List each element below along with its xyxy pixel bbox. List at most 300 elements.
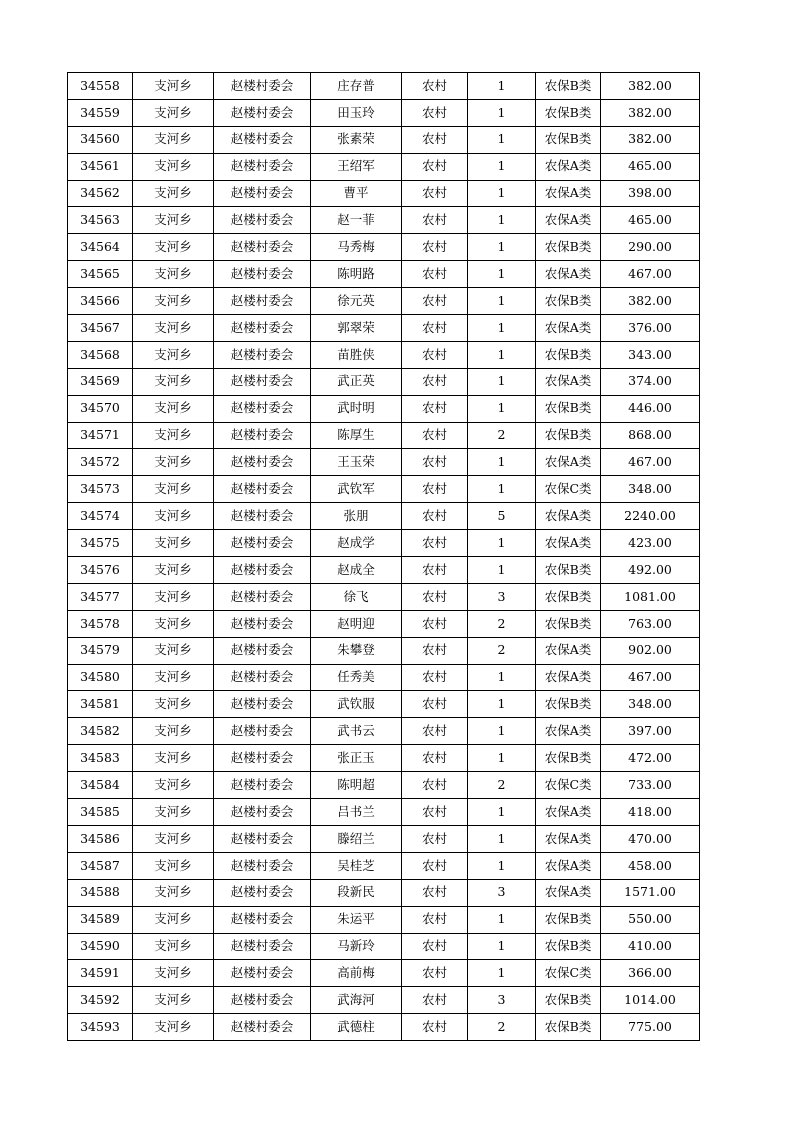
cell-category: 农保A类 [536, 180, 601, 207]
cell-village: 赵楼村委会 [214, 99, 311, 126]
cell-town: 支河乡 [133, 234, 214, 261]
cell-name: 武时明 [311, 395, 402, 422]
cell-id: 34559 [68, 99, 133, 126]
cell-amount: 1081.00 [601, 583, 700, 610]
cell-town: 支河乡 [133, 799, 214, 826]
cell-town: 支河乡 [133, 664, 214, 691]
cell-town: 支河乡 [133, 503, 214, 530]
cell-name: 苗胜侠 [311, 341, 402, 368]
cell-count: 2 [468, 610, 536, 637]
cell-category: 农保A类 [536, 503, 601, 530]
table-row [68, 745, 700, 772]
cell-category: 农保A类 [536, 825, 601, 852]
cell-name: 马秀梅 [311, 234, 402, 261]
cell-id: 34574 [68, 503, 133, 530]
cell-id: 34580 [68, 664, 133, 691]
cell-name: 武正英 [311, 368, 402, 395]
cell-count: 2 [468, 772, 536, 799]
cell-amount: 446.00 [601, 395, 700, 422]
cell-town: 支河乡 [133, 99, 214, 126]
cell-count: 1 [468, 99, 536, 126]
cell-name: 高前梅 [311, 960, 402, 987]
cell-amount: 382.00 [601, 126, 700, 153]
cell-category: 农保B类 [536, 610, 601, 637]
cell-count: 1 [468, 315, 536, 342]
cell-area: 农村 [402, 718, 468, 745]
cell-name: 王绍军 [311, 153, 402, 180]
cell-name: 朱攀登 [311, 637, 402, 664]
roster-table [67, 72, 700, 1041]
cell-count: 1 [468, 718, 536, 745]
cell-name: 张素荣 [311, 126, 402, 153]
cell-count: 1 [468, 288, 536, 315]
table-row [68, 449, 700, 476]
cell-category: 农保A类 [536, 664, 601, 691]
cell-count: 3 [468, 987, 536, 1014]
cell-category: 农保B类 [536, 1014, 601, 1041]
cell-amount: 423.00 [601, 530, 700, 557]
cell-count: 5 [468, 503, 536, 530]
cell-town: 支河乡 [133, 825, 214, 852]
table-row [68, 207, 700, 234]
cell-name: 赵一菲 [311, 207, 402, 234]
cell-category: 农保C类 [536, 960, 601, 987]
cell-id: 34579 [68, 637, 133, 664]
cell-name: 王玉荣 [311, 449, 402, 476]
cell-id: 34593 [68, 1014, 133, 1041]
cell-name: 陈厚生 [311, 422, 402, 449]
cell-village: 赵楼村委会 [214, 637, 311, 664]
cell-id: 34572 [68, 449, 133, 476]
table-row [68, 395, 700, 422]
cell-town: 支河乡 [133, 879, 214, 906]
cell-id: 34584 [68, 772, 133, 799]
cell-count: 3 [468, 879, 536, 906]
cell-category: 农保A类 [536, 315, 601, 342]
cell-area: 农村 [402, 449, 468, 476]
cell-amount: 382.00 [601, 288, 700, 315]
cell-town: 支河乡 [133, 960, 214, 987]
roster-body [68, 73, 700, 1041]
cell-count: 1 [468, 234, 536, 261]
cell-count: 1 [468, 126, 536, 153]
cell-name: 庄存普 [311, 73, 402, 100]
cell-id: 34588 [68, 879, 133, 906]
cell-name: 武书云 [311, 718, 402, 745]
cell-village: 赵楼村委会 [214, 691, 311, 718]
cell-village: 赵楼村委会 [214, 557, 311, 584]
cell-area: 农村 [402, 368, 468, 395]
cell-id: 34575 [68, 530, 133, 557]
cell-town: 支河乡 [133, 1014, 214, 1041]
cell-category: 农保A类 [536, 799, 601, 826]
cell-count: 1 [468, 341, 536, 368]
cell-category: 农保A类 [536, 449, 601, 476]
cell-village: 赵楼村委会 [214, 288, 311, 315]
cell-amount: 366.00 [601, 960, 700, 987]
cell-count: 1 [468, 180, 536, 207]
cell-id: 34568 [68, 341, 133, 368]
cell-town: 支河乡 [133, 341, 214, 368]
table-row [68, 987, 700, 1014]
cell-town: 支河乡 [133, 315, 214, 342]
table-row [68, 99, 700, 126]
cell-town: 支河乡 [133, 126, 214, 153]
cell-area: 农村 [402, 288, 468, 315]
table-row [68, 368, 700, 395]
table-row [68, 772, 700, 799]
cell-category: 农保A类 [536, 852, 601, 879]
cell-id: 34586 [68, 825, 133, 852]
cell-id: 34560 [68, 126, 133, 153]
cell-village: 赵楼村委会 [214, 664, 311, 691]
cell-amount: 467.00 [601, 449, 700, 476]
cell-village: 赵楼村委会 [214, 422, 311, 449]
cell-category: 农保C类 [536, 772, 601, 799]
cell-name: 武钦军 [311, 476, 402, 503]
cell-amount: 550.00 [601, 906, 700, 933]
cell-name: 任秀美 [311, 664, 402, 691]
cell-village: 赵楼村委会 [214, 503, 311, 530]
cell-count: 1 [468, 207, 536, 234]
cell-town: 支河乡 [133, 180, 214, 207]
cell-category: 农保B类 [536, 691, 601, 718]
cell-village: 赵楼村委会 [214, 1014, 311, 1041]
cell-category: 农保B类 [536, 288, 601, 315]
cell-town: 支河乡 [133, 288, 214, 315]
cell-village: 赵楼村委会 [214, 772, 311, 799]
cell-amount: 470.00 [601, 825, 700, 852]
cell-amount: 348.00 [601, 691, 700, 718]
cell-id: 34578 [68, 610, 133, 637]
cell-village: 赵楼村委会 [214, 73, 311, 100]
cell-village: 赵楼村委会 [214, 960, 311, 987]
cell-area: 农村 [402, 315, 468, 342]
cell-amount: 467.00 [601, 261, 700, 288]
cell-town: 支河乡 [133, 745, 214, 772]
cell-category: 农保A类 [536, 879, 601, 906]
cell-category: 农保B类 [536, 126, 601, 153]
cell-name: 朱运平 [311, 906, 402, 933]
cell-category: 农保B类 [536, 99, 601, 126]
cell-count: 1 [468, 825, 536, 852]
cell-town: 支河乡 [133, 610, 214, 637]
cell-name: 武钦服 [311, 691, 402, 718]
cell-area: 农村 [402, 799, 468, 826]
cell-area: 农村 [402, 261, 468, 288]
cell-town: 支河乡 [133, 207, 214, 234]
table-row [68, 503, 700, 530]
cell-count: 1 [468, 395, 536, 422]
cell-village: 赵楼村委会 [214, 395, 311, 422]
cell-amount: 290.00 [601, 234, 700, 261]
cell-town: 支河乡 [133, 691, 214, 718]
cell-name: 马新玲 [311, 933, 402, 960]
table-row [68, 341, 700, 368]
cell-category: 农保B类 [536, 341, 601, 368]
cell-category: 农保B类 [536, 745, 601, 772]
cell-village: 赵楼村委会 [214, 987, 311, 1014]
table-row [68, 906, 700, 933]
cell-name: 张正玉 [311, 745, 402, 772]
cell-id: 34582 [68, 718, 133, 745]
table-row [68, 126, 700, 153]
cell-amount: 374.00 [601, 368, 700, 395]
cell-area: 农村 [402, 745, 468, 772]
cell-amount: 418.00 [601, 799, 700, 826]
cell-id: 34589 [68, 906, 133, 933]
cell-category: 农保B类 [536, 234, 601, 261]
cell-amount: 492.00 [601, 557, 700, 584]
cell-town: 支河乡 [133, 557, 214, 584]
cell-village: 赵楼村委会 [214, 315, 311, 342]
cell-amount: 458.00 [601, 852, 700, 879]
cell-area: 农村 [402, 637, 468, 664]
table-row [68, 691, 700, 718]
cell-village: 赵楼村委会 [214, 825, 311, 852]
cell-town: 支河乡 [133, 933, 214, 960]
cell-category: 农保A类 [536, 637, 601, 664]
cell-area: 农村 [402, 906, 468, 933]
cell-town: 支河乡 [133, 637, 214, 664]
cell-name: 赵成全 [311, 557, 402, 584]
cell-count: 1 [468, 368, 536, 395]
cell-area: 农村 [402, 73, 468, 100]
cell-id: 34576 [68, 557, 133, 584]
cell-count: 1 [468, 530, 536, 557]
cell-village: 赵楼村委会 [214, 180, 311, 207]
cell-id: 34567 [68, 315, 133, 342]
table-row [68, 153, 700, 180]
cell-village: 赵楼村委会 [214, 906, 311, 933]
cell-count: 1 [468, 933, 536, 960]
cell-count: 1 [468, 73, 536, 100]
cell-village: 赵楼村委会 [214, 933, 311, 960]
cell-village: 赵楼村委会 [214, 799, 311, 826]
cell-id: 34569 [68, 368, 133, 395]
cell-amount: 467.00 [601, 664, 700, 691]
cell-village: 赵楼村委会 [214, 718, 311, 745]
cell-id: 34566 [68, 288, 133, 315]
cell-amount: 348.00 [601, 476, 700, 503]
cell-id: 34587 [68, 852, 133, 879]
cell-name: 徐元英 [311, 288, 402, 315]
cell-amount: 397.00 [601, 718, 700, 745]
cell-town: 支河乡 [133, 153, 214, 180]
cell-name: 陈明路 [311, 261, 402, 288]
cell-category: 农保B类 [536, 73, 601, 100]
cell-area: 农村 [402, 341, 468, 368]
cell-name: 吕书兰 [311, 799, 402, 826]
cell-category: 农保A类 [536, 261, 601, 288]
cell-area: 农村 [402, 879, 468, 906]
cell-amount: 382.00 [601, 73, 700, 100]
cell-id: 34583 [68, 745, 133, 772]
cell-count: 1 [468, 557, 536, 584]
cell-village: 赵楼村委会 [214, 207, 311, 234]
cell-amount: 902.00 [601, 637, 700, 664]
table-row [68, 557, 700, 584]
cell-category: 农保A类 [536, 530, 601, 557]
cell-id: 34561 [68, 153, 133, 180]
cell-town: 支河乡 [133, 368, 214, 395]
cell-id: 34565 [68, 261, 133, 288]
cell-count: 2 [468, 1014, 536, 1041]
cell-village: 赵楼村委会 [214, 234, 311, 261]
cell-area: 农村 [402, 476, 468, 503]
cell-amount: 382.00 [601, 99, 700, 126]
cell-town: 支河乡 [133, 987, 214, 1014]
cell-category: 农保B类 [536, 395, 601, 422]
cell-count: 1 [468, 799, 536, 826]
cell-amount: 376.00 [601, 315, 700, 342]
cell-area: 农村 [402, 664, 468, 691]
cell-name: 滕绍兰 [311, 825, 402, 852]
cell-count: 1 [468, 745, 536, 772]
cell-town: 支河乡 [133, 906, 214, 933]
cell-category: 农保B类 [536, 906, 601, 933]
cell-category: 农保A类 [536, 153, 601, 180]
cell-amount: 472.00 [601, 745, 700, 772]
table-row [68, 718, 700, 745]
cell-name: 赵成学 [311, 530, 402, 557]
table-row [68, 637, 700, 664]
table-row [68, 664, 700, 691]
table-row [68, 933, 700, 960]
cell-count: 1 [468, 691, 536, 718]
cell-name: 曹平 [311, 180, 402, 207]
cell-amount: 2240.00 [601, 503, 700, 530]
cell-area: 农村 [402, 557, 468, 584]
cell-category: 农保A类 [536, 207, 601, 234]
cell-category: 农保B类 [536, 557, 601, 584]
cell-town: 支河乡 [133, 476, 214, 503]
table-row [68, 73, 700, 100]
table-row [68, 422, 700, 449]
table-row [68, 852, 700, 879]
cell-town: 支河乡 [133, 73, 214, 100]
cell-id: 34590 [68, 933, 133, 960]
cell-area: 农村 [402, 395, 468, 422]
cell-area: 农村 [402, 126, 468, 153]
cell-count: 1 [468, 476, 536, 503]
cell-amount: 465.00 [601, 207, 700, 234]
cell-area: 农村 [402, 234, 468, 261]
table-row [68, 879, 700, 906]
cell-id: 34571 [68, 422, 133, 449]
cell-id: 34570 [68, 395, 133, 422]
cell-count: 1 [468, 960, 536, 987]
cell-id: 34577 [68, 583, 133, 610]
cell-town: 支河乡 [133, 718, 214, 745]
cell-village: 赵楼村委会 [214, 126, 311, 153]
cell-amount: 733.00 [601, 772, 700, 799]
cell-area: 农村 [402, 825, 468, 852]
cell-name: 张朋 [311, 503, 402, 530]
table-row [68, 799, 700, 826]
cell-town: 支河乡 [133, 772, 214, 799]
cell-area: 农村 [402, 1014, 468, 1041]
cell-town: 支河乡 [133, 449, 214, 476]
cell-area: 农村 [402, 772, 468, 799]
cell-count: 1 [468, 852, 536, 879]
cell-name: 田玉玲 [311, 99, 402, 126]
cell-id: 34592 [68, 987, 133, 1014]
cell-village: 赵楼村委会 [214, 476, 311, 503]
cell-area: 农村 [402, 987, 468, 1014]
cell-amount: 343.00 [601, 341, 700, 368]
cell-category: 农保A类 [536, 718, 601, 745]
cell-town: 支河乡 [133, 395, 214, 422]
cell-town: 支河乡 [133, 422, 214, 449]
cell-town: 支河乡 [133, 852, 214, 879]
cell-amount: 775.00 [601, 1014, 700, 1041]
cell-area: 农村 [402, 207, 468, 234]
table-row [68, 530, 700, 557]
cell-amount: 398.00 [601, 180, 700, 207]
cell-area: 农村 [402, 99, 468, 126]
cell-id: 34573 [68, 476, 133, 503]
table-row [68, 825, 700, 852]
cell-id: 34585 [68, 799, 133, 826]
cell-village: 赵楼村委会 [214, 368, 311, 395]
cell-id: 34558 [68, 73, 133, 100]
cell-name: 陈明超 [311, 772, 402, 799]
table-row [68, 1014, 700, 1041]
cell-name: 段新民 [311, 879, 402, 906]
cell-name: 徐飞 [311, 583, 402, 610]
cell-count: 2 [468, 637, 536, 664]
cell-town: 支河乡 [133, 261, 214, 288]
cell-area: 农村 [402, 691, 468, 718]
cell-id: 34563 [68, 207, 133, 234]
cell-name: 武德柱 [311, 1014, 402, 1041]
cell-area: 农村 [402, 530, 468, 557]
table-row [68, 476, 700, 503]
cell-name: 武海河 [311, 987, 402, 1014]
cell-name: 郭翠荣 [311, 315, 402, 342]
table-row [68, 583, 700, 610]
cell-name: 吴桂芝 [311, 852, 402, 879]
cell-amount: 1571.00 [601, 879, 700, 906]
cell-village: 赵楼村委会 [214, 610, 311, 637]
cell-category: 农保C类 [536, 476, 601, 503]
cell-area: 农村 [402, 610, 468, 637]
cell-village: 赵楼村委会 [214, 852, 311, 879]
cell-category: 农保A类 [536, 368, 601, 395]
cell-village: 赵楼村委会 [214, 530, 311, 557]
cell-count: 1 [468, 906, 536, 933]
cell-village: 赵楼村委会 [214, 153, 311, 180]
cell-area: 农村 [402, 583, 468, 610]
cell-area: 农村 [402, 153, 468, 180]
cell-category: 农保B类 [536, 933, 601, 960]
cell-count: 1 [468, 664, 536, 691]
cell-category: 农保B类 [536, 583, 601, 610]
cell-count: 1 [468, 261, 536, 288]
cell-town: 支河乡 [133, 583, 214, 610]
cell-id: 34581 [68, 691, 133, 718]
cell-count: 2 [468, 422, 536, 449]
cell-area: 农村 [402, 933, 468, 960]
cell-area: 农村 [402, 180, 468, 207]
cell-village: 赵楼村委会 [214, 583, 311, 610]
cell-area: 农村 [402, 852, 468, 879]
cell-village: 赵楼村委会 [214, 261, 311, 288]
cell-village: 赵楼村委会 [214, 449, 311, 476]
cell-amount: 1014.00 [601, 987, 700, 1014]
cell-count: 1 [468, 449, 536, 476]
